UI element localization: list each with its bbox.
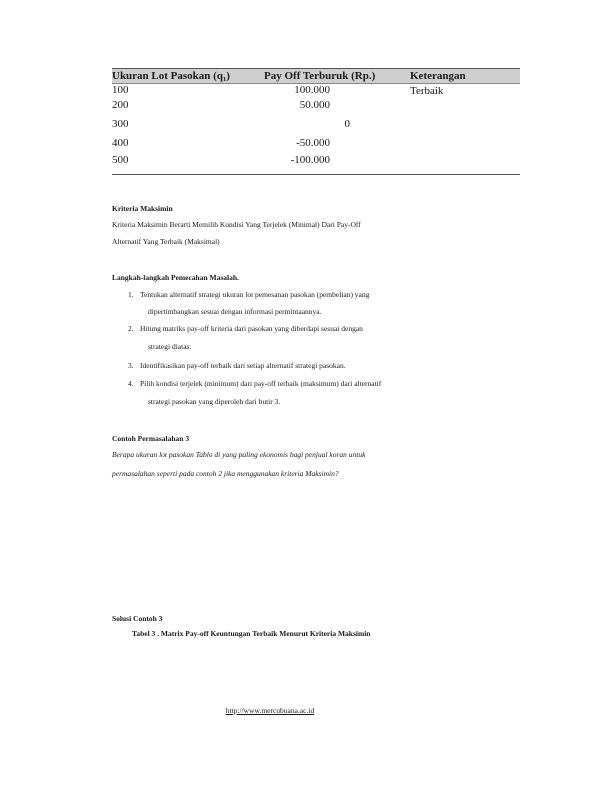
table-header — [112, 68, 520, 84]
list-text: Hitung matriks pay-off kriteria dari pasokan yang diberdapi sesuai dengan — [140, 324, 363, 333]
cell-note: Terbaik — [410, 85, 444, 97]
list-text: Pilih kondisi terjelek (minimum) dari pay-off terbaik (maksimum) dari alternatif — [140, 379, 382, 388]
cell-lot: 400 — [112, 137, 129, 149]
cell-lot: 200 — [112, 99, 129, 111]
cell-payoff: -100.000 — [290, 154, 330, 166]
list-text-cont: strategi pasokan yang diperoleh dari butir 3. — [148, 397, 281, 406]
list-number: 1. — [128, 290, 134, 299]
contoh-title: Contoh Permasalahan 3 — [112, 434, 190, 443]
kriteria-line: Alternatif Yang Terbaik (Maksimal) — [112, 237, 220, 246]
list-number: 4. — [128, 379, 134, 388]
kriteria-title: Kriteria Maksimin — [112, 204, 173, 213]
solusi-title: Solusi Contoh 3 — [112, 614, 163, 623]
list-number: 3. — [128, 361, 134, 370]
langkah-title: Langkah-langkah Pemecahan Masalah. — [112, 273, 239, 282]
footer-link[interactable]: http://www.mercubuana.ac.id — [225, 706, 315, 715]
list-text: Identifikasikan pay-off terbaik dari setiap alternatif strategi pasokan. — [140, 361, 346, 370]
table-caption: Tabel 3 . Matrix Pay-off Keuntungan Terbaik Menurut Kriteria Maksimin — [132, 629, 371, 638]
header-description: Keterangan — [410, 70, 466, 82]
cell-lot: 300 — [112, 118, 129, 130]
list-number: 2. — [128, 324, 134, 333]
list-text-cont: dipertimbangkan sesuai dengan informasi permintaannya. — [148, 307, 322, 316]
payoff-table — [112, 68, 520, 175]
cell-payoff: 50.000 — [299, 99, 330, 111]
list-text: Tentukan alternatif strategi ukuran lot pemesanan pasokan (pembelian) yang — [140, 290, 370, 299]
kriteria-line: Kriteria Maksimin Berarti Memilih Kondisi Yang Terjelek (Minimal) Dari Pay-Off — [112, 220, 361, 229]
cell-payoff: 100.000 — [294, 84, 330, 96]
header-lot-size: Ukuran Lot Pasokan (q₁) — [112, 70, 230, 82]
cell-lot: 500 — [112, 154, 129, 166]
cell-lot: 100 — [112, 84, 129, 96]
header-worst-payoff: Pay Off Terburuk (Rp.) — [264, 70, 376, 82]
contoh-line: Berapa ukuran lot pasokan Tablo di yang paling ekonomis bagi penjual koran untuk — [112, 450, 366, 459]
contoh-line: permasalahan seperti pada contoh 2 jika menggunakan kriteria Maksimin? — [112, 469, 339, 478]
list-text-cont: strategi diatas. — [148, 342, 192, 351]
cell-payoff: 0 — [344, 118, 350, 130]
cell-payoff: -50.000 — [296, 137, 330, 149]
